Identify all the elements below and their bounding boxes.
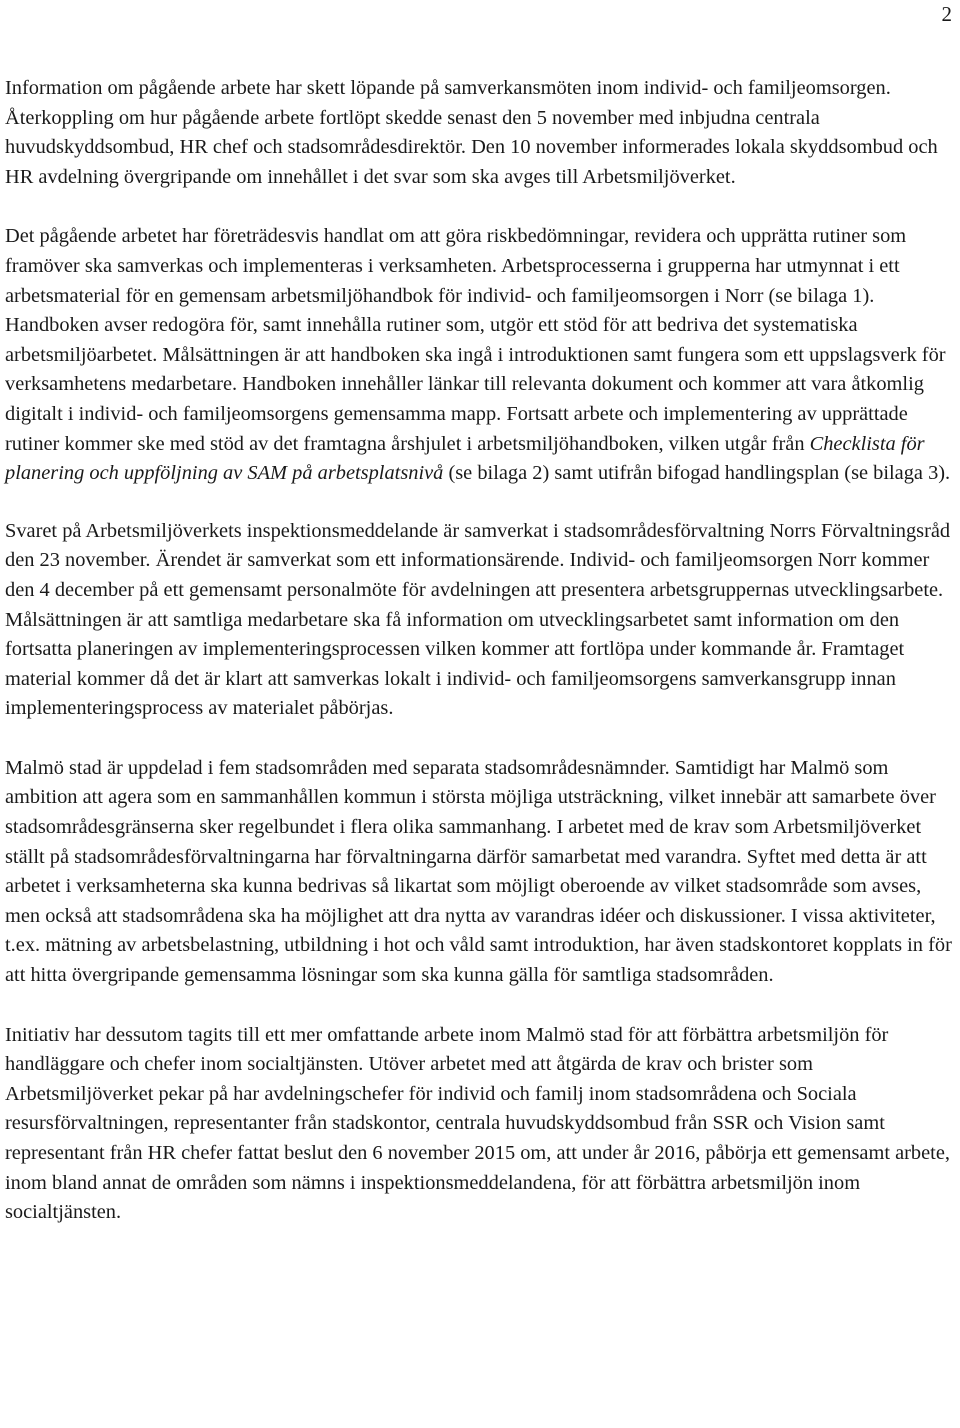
paragraph-response: Svaret på Arbetsmiljöverkets inspektionsmeddelande är samverkat i stadsområdesförvaltning Norrs Förvaltningsråd den 23 november. Ärendet är samverkat som ett informationsärende. Individ- och familjeomsorgen Norr kommer den 4 december på ett gemensamt personalmöte för avdelningen att presentera arbetsgruppernas utvecklingsarbete. Målsättningen är att samtliga medarbetare ska få information om utvecklingsarbetet samt information om den fortsatta planeringen av implementeringsprocessen vilken kommer att fortlöpa under kommande år. Framtaget material kommer då det är klart att samverkas lokalt i individ- och familjeomsorgens samverkansgrupp innan implementeringsprocess av materialet påbörjas. [5,519,951,720]
paragraph-ongoing-work [5,222,953,488]
document-body [5,74,953,1258]
paragraph-ongoing-work-tail: (se bilaga 2) samt utifrån bifogad handlingsplan (se bilaga 3). [443,462,951,485]
paragraph-initiative: Initiativ har dessutom tagits till ett mer omfattande arbete inom Malmö stad för att förbättra arbetsmiljön för handläggare och chefer inom socialtjänsten. Utöver arbetet med att åtgärda de krav och brister som Arbetsmiljöverket pekar på har avdelningschefer för individ och familj inom stadsområdena och Sociala resursförvaltningen, representanter från stadskontor, centrala huvudskyddsombud från SSR och Vision samt representant från HR chefer fattat beslut den 6 november 2015 om, att under år 2016, påbörja ett gemensamt arbete, inom bland annat de områden som nämns i inspektionsmeddelandena, för att förbättra arbetsmiljön inom socialtjänsten. [5,1023,950,1224]
paragraph-information: Information om pågående arbete har skett löpande på samverkansmöten inom individ- och familjeomsorgen. Återkoppling om hur pågående arbete fortlöpt skedde senast den 5 november med inbjudna centrala huvudskyddsombud, HR chef och stadsområdesdirektör. Den 10 november informerades lokala skyddsombud och HR avdelning övergripande om innehållet i det svar som ska avges till Arbetsmiljöverket. [5,77,938,188]
page-number: 2 [941,2,952,26]
paragraph-ongoing-work-text: Det pågående arbetet har företrädesvis handlat om att göra riskbedömningar, revidera och upprätta rutiner som framöver ska samverkas och implementeras i verksamheten. Arbetsprocesserna i grupperna har utmynnat i ett arbetsmaterial för en gemensam arbetsmiljöhandbok för individ- och familjeomsorgen i Norr (se bilaga 1). Handboken avser redogöra för, samt innehålla rutiner som, utgör ett stöd för att bedriva det systematiska arbetsmiljöarbetet. Målsättningen är att handboken ska ingå i introduktionen samt fungera som ett uppslagsverk för verksamhetens medarbetare. Handboken innehåller länkar till relevanta dokument och kommer att vara åtkomlig digitalt i individ- och familjeomsorgens gemensamma mapp. Fortsatt arbete och implementering av upprättade rutiner kommer ske med stöd av det framtagna årshjulet i arbetsmiljöhandboken, vilken utgår från [5,225,946,455]
checklist-title: Checklista för planering och uppföljning av SAM på arbetsplatsnivå [5,432,925,485]
paragraph-malmo-city: Malmö stad är uppdelad i fem stadsområden med separata stadsområdesnämnder. Samtidigt har Malmö som ambition att agera som en sammanhållen kommun i största möjliga utsträckning, vilket innebär att samarbete över stadsområdesgränserna sker regelbundet i flera olika sammanhang. I arbetet med de krav som Arbetsmiljöverket ställt på stadsområdesförvaltningarna har förvaltningarna därför samarbetat med varandra. Syftet med detta är att arbetet i verksamheterna ska kunna bedrivas så likartat som möjligt oberoende av vilket stadsområde som avses, men också att stadsområdena ska ha möjlighet att dra nytta av varandras idéer och diskussioner. I vissa aktiviteter, t.ex. mätning av arbetsbelastning, utbildning i hot och våld samt introduktion, har även stadskontoret kopplats in för att hitta övergripande gemensamma lösningar som ska kunna gälla för samtliga stadsområden. [5,756,952,987]
